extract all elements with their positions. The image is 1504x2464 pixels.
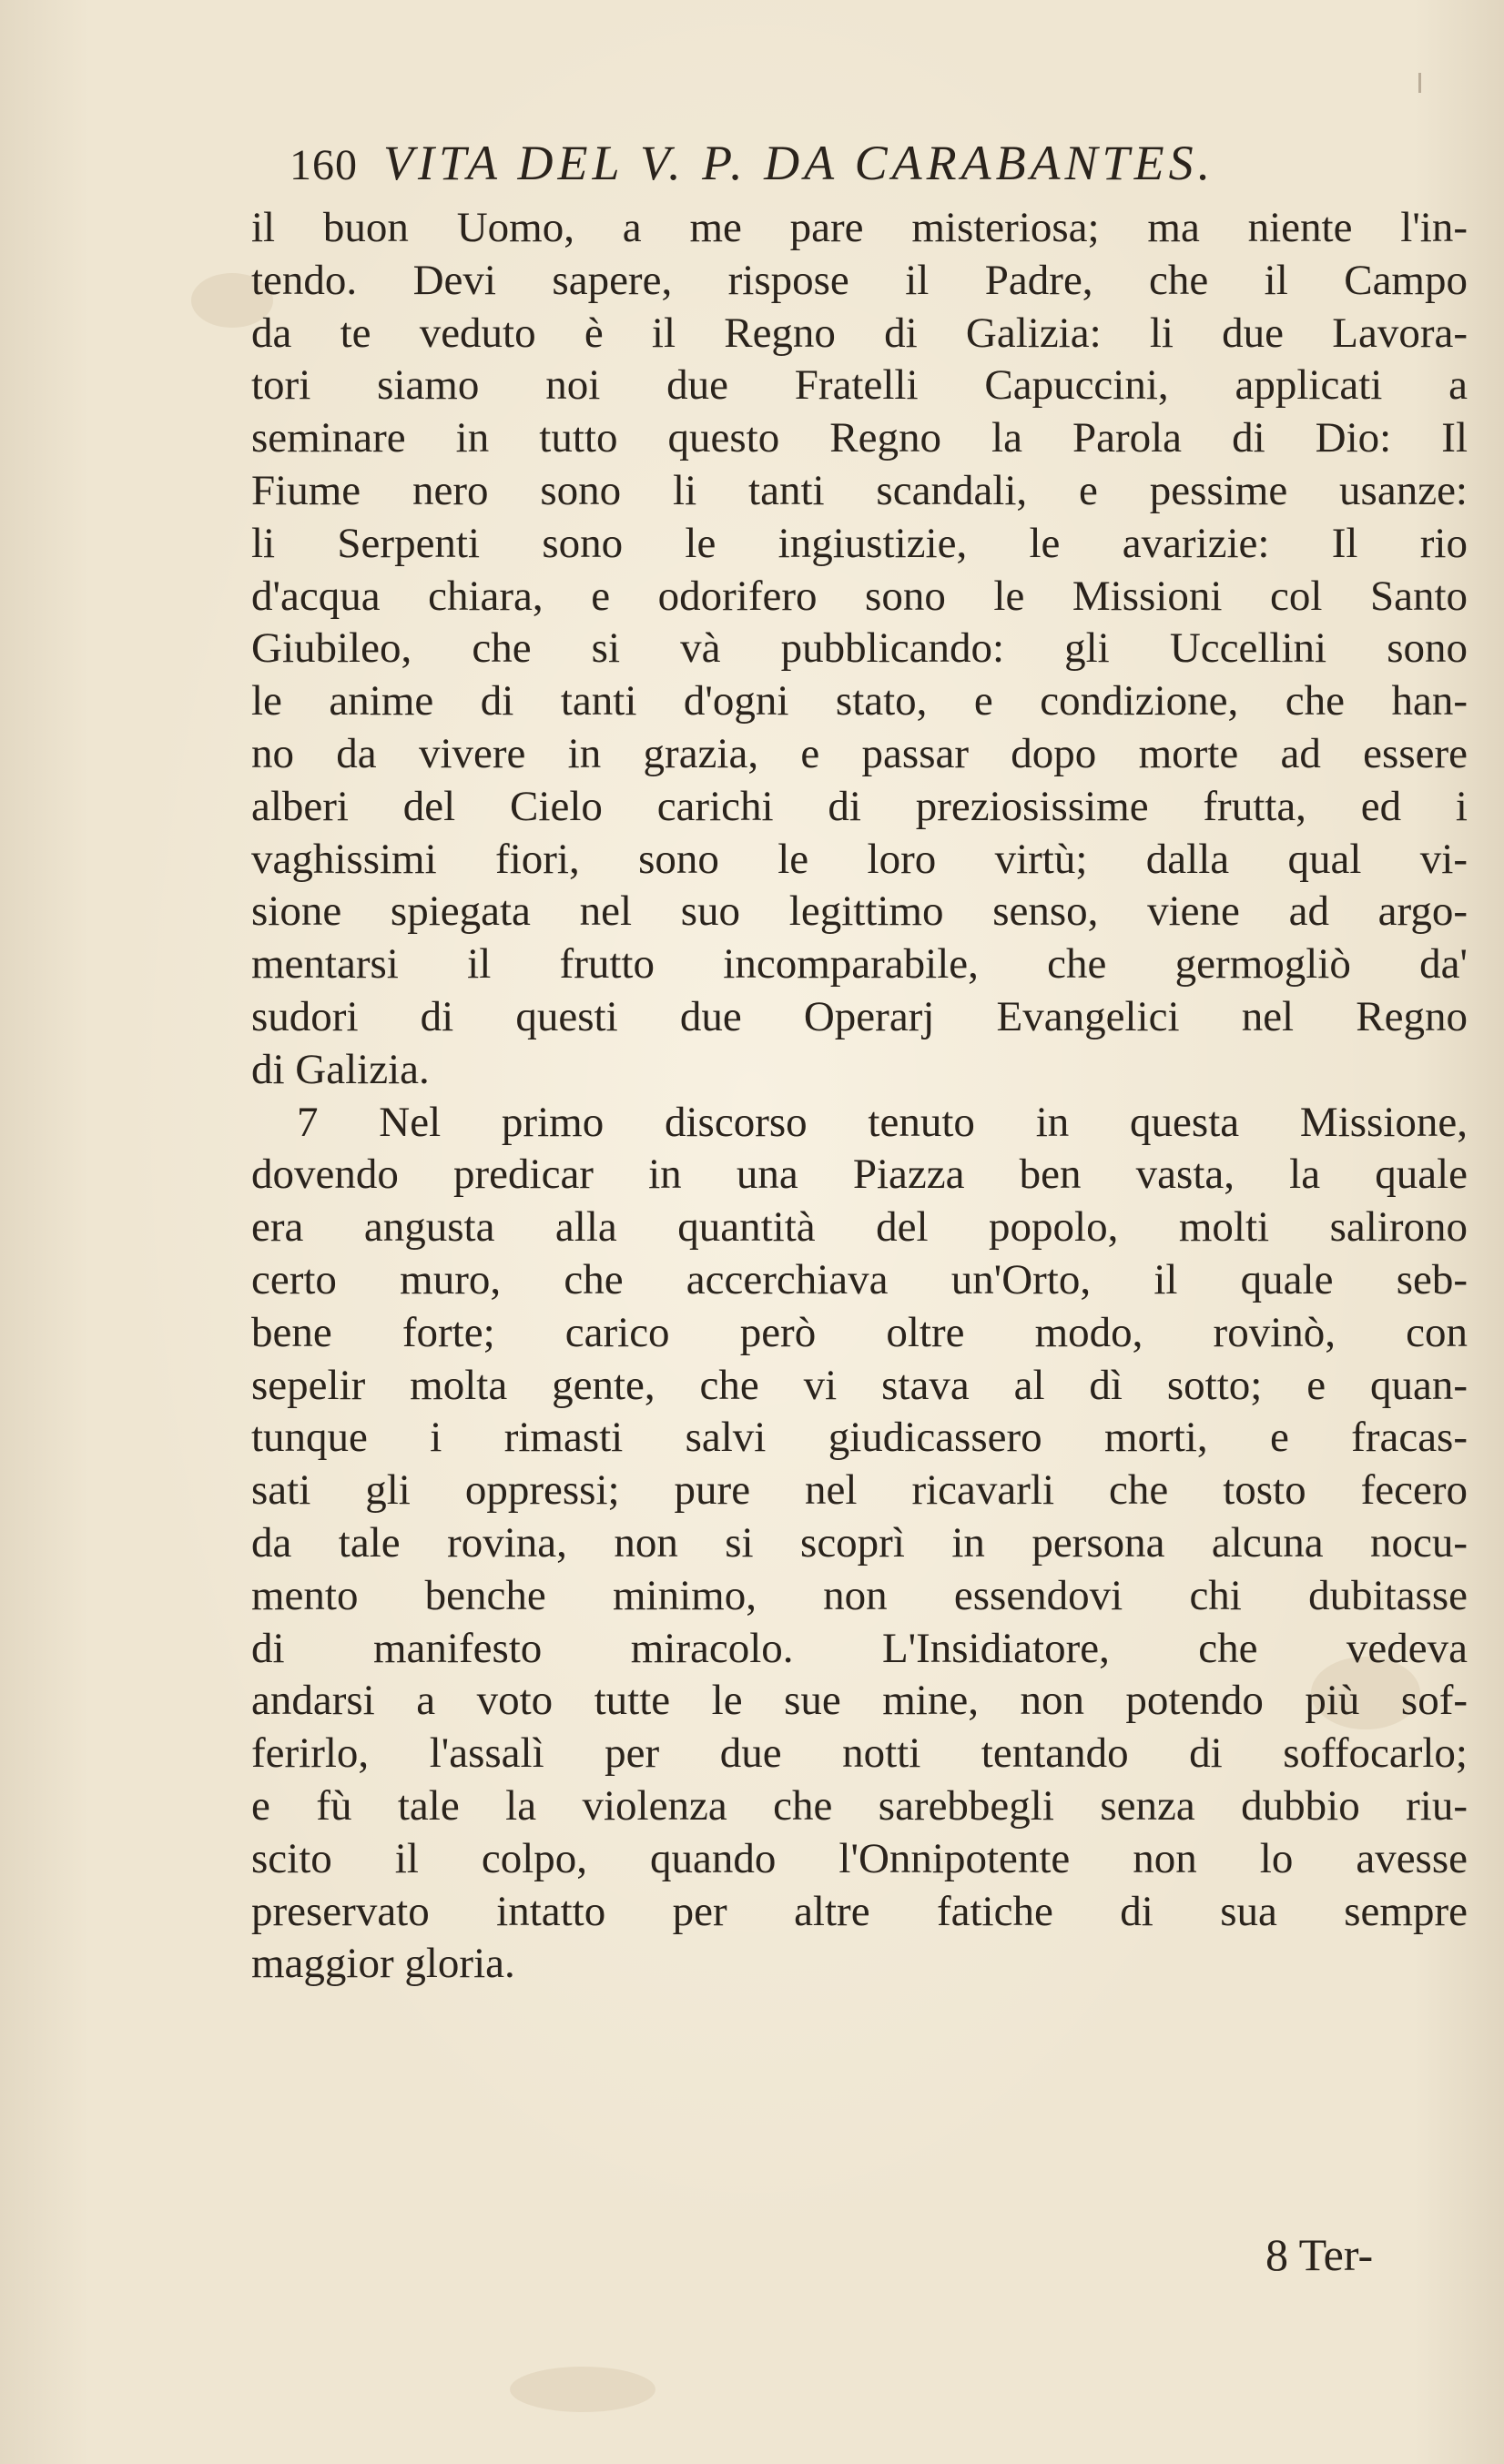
text-line: le anime di tanti d'ogni stato, e condizione, che han- — [251, 677, 1468, 725]
text-line: e fù tale la violenza che sarebbegli senza dubbio riu- — [251, 1781, 1468, 1830]
text-line: dovendo predicar in una Piazza ben vasta, la quale — [251, 1151, 1468, 1199]
text-line: preservato intatto per altre fatiche di sua sempre — [251, 1887, 1468, 1935]
text-line: sati gli oppressi; pure nel ricavarli che tosto fecero — [251, 1466, 1468, 1515]
text-line: Giubileo, che si và pubblicando: gli Uccellini sono — [251, 624, 1468, 673]
text-line: d'acqua chiara, e odorifero sono le Missioni col Santo — [251, 572, 1468, 620]
text-line: da te veduto è il Regno di Galizia: li due Lavora- — [251, 309, 1468, 357]
text-line: sepelir molta gente, che vi stava al dì sotto; e quan- — [251, 1361, 1468, 1409]
text-line: no da vivere in grazia, e passar dopo morte ad essere — [251, 729, 1468, 777]
paper-stain — [510, 2367, 655, 2412]
text-line: mento benche minimo, non essendovi chi dubitasse — [251, 1571, 1468, 1619]
page-header — [290, 135, 1214, 198]
paragraph-start-line: 7 Nel primo discorso tenuto in questa Missione, — [297, 1098, 1468, 1146]
text-line: sudori di questi due Operarj Evangelici nel Regno — [251, 992, 1468, 1040]
text-line: ferirlo, l'assalì per due notti tentando di soffocarlo; — [251, 1729, 1468, 1778]
text-line: il buon Uomo, a me pare misteriosa; ma niente l'in- — [251, 204, 1468, 251]
text-line: tori siamo noi due Fratelli Capuccini, applicati a — [251, 361, 1468, 410]
text-line: tunque i rimasti salvi giudicassero morti, e fracas- — [251, 1414, 1468, 1462]
page-number: 160 — [290, 141, 358, 189]
text-line: mentarsi il frutto incomparabile, che germogliò da' — [251, 940, 1468, 989]
text-line: era angusta alla quantità del popolo, molti salirono — [251, 1203, 1468, 1252]
text-line: bene forte; carico però oltre modo, rovinò, con — [251, 1308, 1468, 1356]
text-line: Fiume nero sono li tanti scandali, e pessime usanze: — [251, 466, 1468, 514]
text-line: di manifesto miracolo. L'Insidiatore, che vedeva — [251, 1624, 1468, 1672]
text-line: certo muro, che accerchiava un'Orto, il quale seb- — [251, 1255, 1468, 1303]
text-line: andarsi a voto tutte le sue mine, non potendo più sof- — [251, 1677, 1468, 1725]
text-line: scito il colpo, quando l'Onnipotente non lo avesse — [251, 1834, 1468, 1882]
text-line: tendo. Devi sapere, rispose il Padre, che il Campo — [251, 256, 1468, 304]
text-line: da tale rovina, non si scoprì in persona alcuna nocu- — [251, 1518, 1468, 1567]
text-line: sione spiegata nel suo legittimo senso, viene ad argo- — [251, 887, 1468, 936]
text-line: alberi del Cielo carichi di preziosissime frutta, ed i — [251, 782, 1468, 830]
text-line: vaghissimi fiori, sono le loro virtù; dalla qual vi- — [251, 835, 1468, 883]
text-line: maggior gloria. — [251, 1940, 515, 1988]
text-line: di Galizia. — [251, 1045, 430, 1093]
running-title: VITA DEL V. P. DA CARABANTES. — [383, 136, 1215, 190]
margin-mark — [1418, 73, 1421, 93]
text-line: seminare in tutto questo Regno la Parola di Dio: Il — [251, 414, 1468, 462]
body-text — [251, 202, 1468, 1991]
text-line: li Serpenti sono le ingiustizie, le avarizie: Il rio — [251, 519, 1468, 567]
catchword: 8 Ter- — [1265, 2229, 1374, 2280]
